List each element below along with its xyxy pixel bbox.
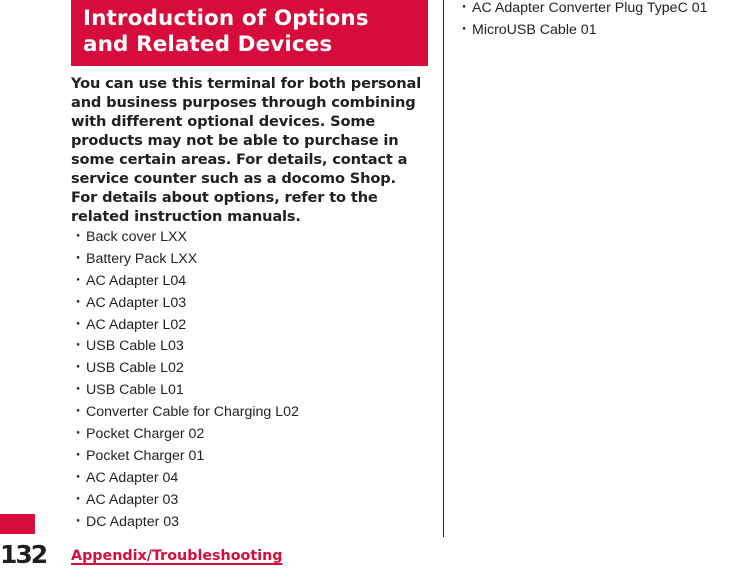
bullet-icon: ・ — [71, 272, 86, 289]
list-item — [71, 468, 299, 490]
list-item — [71, 424, 299, 446]
bullet-icon: ・ — [71, 404, 86, 421]
bullet-icon: ・ — [71, 382, 86, 399]
list-item-label: USB Cable L03 — [86, 338, 184, 355]
list-item-label: Back cover LXX — [86, 229, 187, 245]
bullet-icon: ・ — [71, 447, 86, 464]
bullet-icon: ・ — [71, 316, 86, 333]
page-title-line-1: Introduction of Options — [83, 6, 369, 31]
list-item — [457, 0, 708, 20]
list-item — [71, 293, 299, 315]
list-item — [71, 380, 299, 402]
list-item-label: AC Adapter L03 — [86, 294, 187, 311]
title-banner — [71, 0, 428, 66]
bullet-icon: ・ — [457, 21, 472, 38]
list-item-label: Pocket Charger 01 — [86, 447, 205, 464]
bullet-icon: ・ — [71, 294, 86, 311]
bullet-icon: ・ — [71, 491, 86, 508]
list-item — [71, 336, 299, 358]
list-item-label: USB Cable L02 — [86, 360, 184, 377]
list-item — [71, 512, 299, 534]
list-item — [71, 446, 299, 468]
list-item-label: AC Adapter 03 — [86, 491, 179, 508]
bullet-icon: ・ — [71, 250, 86, 267]
bullet-icon: ・ — [457, 0, 472, 16]
list-item-label: AC Adapter L04 — [86, 272, 187, 289]
column-divider — [443, 0, 444, 537]
list-item-label: AC Adapter 04 — [86, 469, 179, 486]
intro-reference-paragraph: For details about options, refer to the related instruction manuals. — [71, 189, 378, 225]
list-item — [71, 271, 299, 293]
section-link-appendix[interactable]: Appendix/Troubleshooting — [71, 548, 283, 564]
list-item — [71, 249, 299, 271]
bullet-icon: ・ — [71, 513, 86, 530]
bullet-icon: ・ — [71, 426, 86, 443]
list-item — [457, 20, 708, 42]
list-item-label: Pocket Charger 02 — [86, 426, 205, 443]
list-item — [71, 490, 299, 512]
page-number: 132 — [0, 540, 47, 569]
bullet-icon: ・ — [71, 360, 86, 377]
list-item — [71, 227, 299, 249]
options-list-right — [457, 0, 708, 42]
list-item-label: AC Adapter L02 — [86, 316, 187, 333]
footer-accent-tab — [0, 514, 35, 534]
page-title-line-2: and Related Devices — [83, 32, 333, 57]
list-item-label: Battery Pack LXX — [86, 250, 198, 267]
list-item-label: MicroUSB Cable 01 — [472, 21, 597, 38]
list-item-label: USB Cable L01 — [86, 382, 184, 399]
list-item-label: AC Adapter Converter Plug TypeC 01 — [472, 0, 708, 16]
list-item — [71, 358, 299, 380]
list-item — [71, 402, 299, 424]
list-item-label: DC Adapter 03 — [86, 513, 180, 530]
options-list-left — [71, 227, 299, 533]
bullet-icon: ・ — [71, 229, 86, 245]
bullet-icon: ・ — [71, 338, 86, 355]
list-item — [71, 315, 299, 337]
intro-section — [71, 74, 431, 226]
list-item-label: Converter Cable for Charging L02 — [86, 404, 299, 421]
intro-paragraph: You can use this terminal for both personal and business purposes through combining with different optional devices. Some products may not be able to purchase in some certain areas. For details, contact a service counter such as a docomo Shop. — [71, 75, 422, 187]
bullet-icon: ・ — [71, 469, 86, 486]
